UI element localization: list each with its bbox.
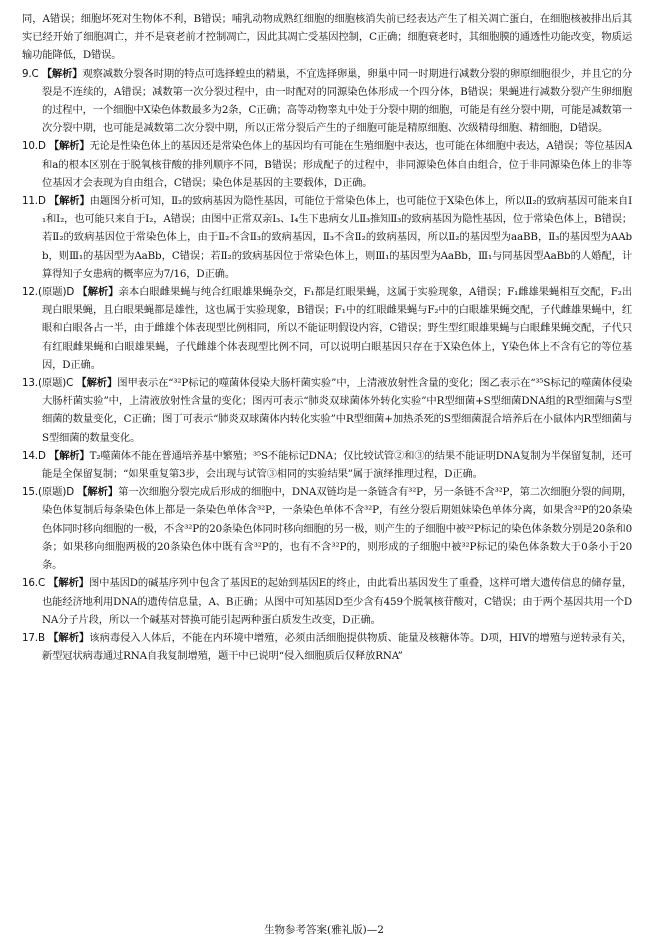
- analysis-tag: 【解析】: [48, 140, 90, 153]
- explanation-text: 亲本白眼雌果蝇与纯合红眼雄果蝇杂交，F₁都是红眼果蝇，这属于实验现象，A错误；F₁雌雄果蝇相互交配，F₂出现白眼果蝇，且白眼果蝇都是雄性，这也属于实验现象，B错误；F₁中的红眼雌果蝇与F₂中的白眼雄果蝇交配，子代雌雄果蝇中，红眼和白眼各占一半，由于雌雄个体表现型比例相同，所以不能证明假设内容，C错误；野生型红眼雄果蝇与白眼雌果蝇交配，子代只有红眼雌果蝇和白眼雄果蝇，子代雌雄个体表现型比例不同，可以说明白眼基因只存在于X染色体上，Y染色体上不含有它的等位基因，D正确。: [42, 286, 633, 371]
- explanation-text: 图中基因D的碱基序列中包含了基因E的起始到基因E的终止，由此看出基因发生了重叠，这样可增大遗传信息的储存量，也能经济地利用DNA的遗传信息量，A、B正确；从图中可知基因D至少含有459个脱氧核苷酸对，C错误；由于两个基因共用一个DNA分子片段，所以一个碱基对替换可能引起两种蛋白质发生改变，D正确。: [42, 577, 633, 626]
- answer-item: [22, 629, 632, 665]
- answer-choice: D: [37, 140, 46, 153]
- analysis-tag: 【解析】: [76, 377, 118, 390]
- answer-item: [22, 65, 632, 138]
- page-footer: 生物参考答案(雅礼版)—2: [264, 924, 384, 936]
- answer-item: [22, 137, 632, 192]
- answer-item: [22, 574, 632, 629]
- answer-item: [22, 483, 632, 574]
- analysis-tag: 【解析】: [48, 449, 90, 462]
- question-number: 11.: [22, 195, 38, 208]
- question-number: 14.: [22, 449, 38, 462]
- explanation-text: 由题图分析可知，Ⅱ₂的致病基因为隐性基因，可能位于常染色体上，也可能位于X染色体上，所以Ⅱ₂的致病基因可能来自Ⅰ₁和Ⅰ₂，也可能只来自于Ⅰ₂，A错误；由图中正常双亲Ⅰ₃、Ⅰ₄生下患病女儿Ⅱ₃推知Ⅱ₃的致病基因为隐性基因，位于常染色体上，B错误；若Ⅱ₂的致病基因位于常染色体上，由于Ⅱ₂不含Ⅱ₃的致病基因，Ⅱ₃不含Ⅱ₂的致病基因，所以Ⅱ₂的基因型为aaBB，Ⅱ₃的基因型为AAbb，则Ⅲ₁的基因型为AaBb，C错误；若Ⅱ₂的致病基因位于常染色体上，则Ⅲ₁的基因型为AaBb，Ⅲ₁与同基因型AaBb的人婚配，计算得知子女患病的概率应为7/16，D正确。: [42, 195, 633, 280]
- answer-choice: (原题)C: [37, 377, 74, 390]
- question-number: 10.: [22, 140, 38, 153]
- explanation-text: 图甲表示在“³²P标记的噬菌体侵染大肠杆菌实验”中，上清液放射性含量的变化；图乙表示在“³⁵S标记的噬菌体侵染大肠杆菌实验”中，上清液放射性含量的变化；图丙可表示“肺炎双球菌体外转化实验”中R型细菌+S型细菌DNA组的R型细菌与S型细菌的数量变化，C正确；图丁可表示“肺炎双球菌体内转化实验”中R型细菌+加热杀死的S型细菌混合培养后在小鼠体内R型细菌与S型细菌的数量变化。: [42, 377, 632, 444]
- answer-item: [22, 447, 632, 483]
- answer-choice: C: [37, 577, 45, 590]
- answer-choice: D: [37, 195, 46, 208]
- answer-item: [22, 283, 632, 374]
- answer-page: [22, 10, 632, 665]
- analysis-tag: 【解析】: [48, 631, 90, 644]
- answer-continuation: [22, 10, 632, 65]
- analysis-tag: 【解析】: [77, 486, 119, 499]
- analysis-tag: 【解析】: [48, 577, 89, 590]
- question-number: 17.: [22, 631, 38, 644]
- answer-choice: (原题)D: [37, 486, 74, 499]
- analysis-tag: 【解析】: [48, 195, 90, 208]
- answer-choice: C: [31, 67, 39, 80]
- answer-choice: B: [37, 631, 45, 644]
- explanation-text: 第一次细胞分裂完成后形成的细胞中，DNA双链均是一条链含有³²P，另一条链不含³²P，第二次细胞分裂的间期，染色体复制后每条染色体上都是一条染色单体含³²P，一条染色单体不含³²P，有丝分裂后期姐妹染色单体分离，如果含³²P的20条染色体同时移向细胞的一极，不含³²P的20条染色体同时移向细胞的另一极，则产生的子细胞中被³²P标记的染色体条数分别是20条和0条；如果移向细胞两极的20条染色体中既有含³²P的，也有不含³²P的，则形成的子细胞中被³²P标记的染色体条数大于0条小于20条。: [42, 486, 633, 572]
- answer-choice: (原题)D: [37, 286, 75, 299]
- explanation-text: 无论是性染色体上的基因还是常染色体上的基因均有可能在生殖细胞中表达，也可能在体细胞中表达，A错误；等位基因A和a的根本区别在于脱氧核苷酸的排列顺序不同，B错误；形成配子的过程中，非同源染色体自由组合，位于非同源染色体上的非等位基因才会表现为自由组合，C错误；染色体是基因的主要载体，D正确。: [42, 140, 633, 189]
- answer-item: [22, 192, 632, 283]
- explanation-text: 同，A错误；细胞坏死对生物体不利，B错误；哺乳动物成熟红细胞的细胞核消失前已经表达产生了相关凋亡蛋白，在细胞核被排出后其实已经开始了细胞凋亡，并不是衰老前才控制凋亡，因此其凋亡受基因控制，C正确；细胞衰老时，其细胞膜的通透性功能改变，物质运输功能降低，D错误。: [22, 13, 632, 62]
- answer-choice: D: [37, 449, 46, 462]
- question-number: 16.: [22, 577, 38, 590]
- question-number: 15.: [22, 486, 38, 499]
- explanation-text: 观察减数分裂各时期的特点可选择蝗虫的精巢，不宜选择卵巢，卵巢中同一时期进行减数分裂的卵原细胞很少，并且它的分裂是不连续的，A错误；减数第一次分裂过程中，由一时配对的同源染色体形成一个四分体，B错误；果蝇进行减数分裂产生卵细胞的过程中，一个细胞中X染色体数最多为2条，C正确；高等动物睾丸中处于分裂中期的细胞，可能是有丝分裂中期，可能是减数第一次分裂中期，也可能是减数第二次分裂中期，所以正常分裂后产生的子细胞可能是精原细胞、次级精母细胞、精细胞，D错误。: [42, 67, 632, 135]
- answer-item: [22, 374, 632, 447]
- explanation-text: T₂噬菌体不能在普通培养基中繁殖；³⁵S不能标记DNA；仅比较试管②和③的结果不能证明DNA复制为半保留复制，还可能是全保留复制；“如果重复第3步，会出现与试管③相同的实验结果”属于演绎推理过程，D正确。: [42, 449, 633, 481]
- analysis-tag: 【解析】: [77, 286, 119, 299]
- question-number: 12.: [22, 286, 38, 299]
- question-number: 13.: [22, 377, 38, 390]
- explanation-text: 该病毒侵入人体后，不能在内环境中增殖，必须由活细胞提供物质、能量及核糖体等。D项，HIV的增殖与逆转录有关，新型冠状病毒通过RNA自我复制增殖，题干中已说明“侵入细胞质后仅释放RNA”: [42, 631, 632, 663]
- question-number: 9.: [22, 67, 32, 80]
- analysis-tag: 【解析】: [41, 67, 83, 80]
